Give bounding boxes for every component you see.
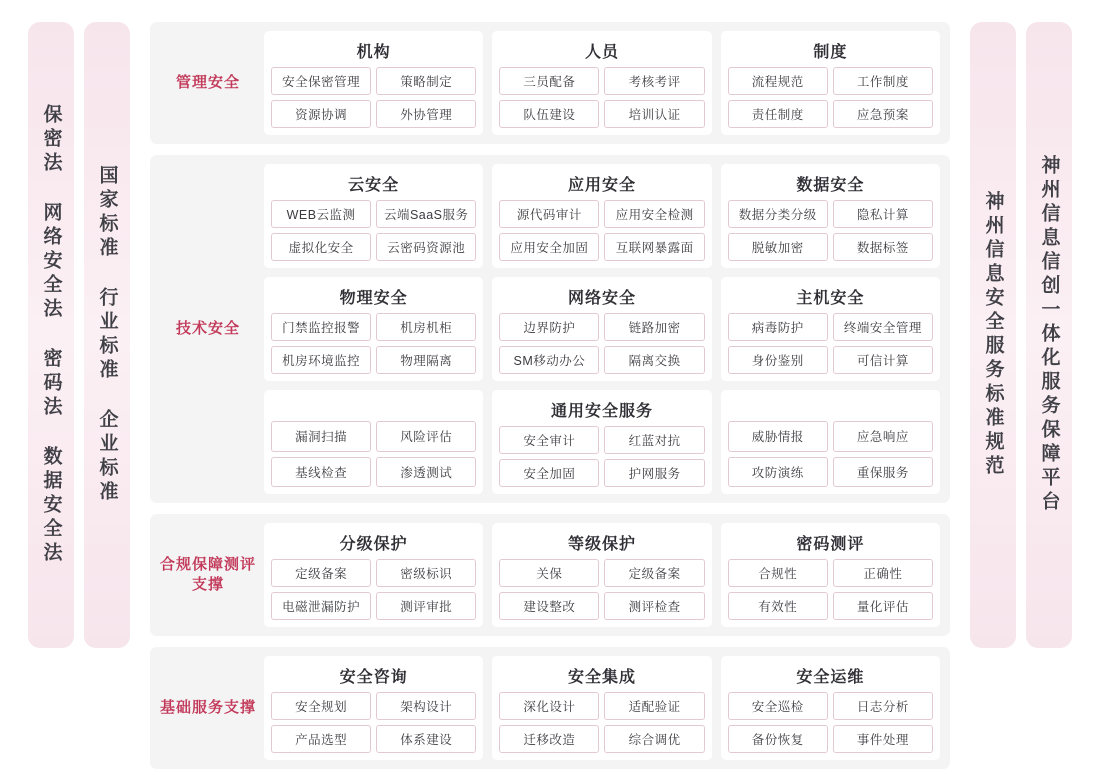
- band-basic-service-support: [150, 647, 950, 769]
- capability-cell[interactable]: 建设整改: [499, 592, 599, 620]
- capability-cell[interactable]: 重保服务: [833, 457, 933, 488]
- band-label: 合规保障测评支撑: [160, 555, 257, 593]
- group-cells: [499, 692, 704, 753]
- group-title: 通用安全服务: [550, 403, 653, 420]
- platform-pillar: 神州信息信创一体化服务保障平台: [1026, 22, 1072, 648]
- capability-cell[interactable]: 密级标识: [376, 559, 476, 587]
- capability-cell[interactable]: 攻防演练: [728, 457, 828, 488]
- band-body: [264, 164, 940, 494]
- group-row: [264, 523, 940, 627]
- capability-cell[interactable]: 应急预案: [833, 100, 933, 128]
- group-row-general-services: [264, 390, 940, 494]
- capability-cell[interactable]: 病毒防护: [728, 313, 828, 341]
- group-network-security: [492, 277, 711, 381]
- group-cells: [271, 313, 476, 374]
- group-cells: [728, 200, 933, 261]
- group-cells: [728, 421, 933, 487]
- group-general-security-services: [492, 390, 711, 494]
- capability-cell[interactable]: 终端安全管理: [833, 313, 933, 341]
- capability-cell[interactable]: 日志分析: [833, 692, 933, 720]
- group-general-services-left: [264, 390, 483, 494]
- capability-cell[interactable]: SM移动办公: [499, 346, 599, 374]
- capability-cell[interactable]: 安全加固: [499, 459, 599, 487]
- group-system: [721, 31, 940, 135]
- group-title: 安全咨询: [339, 669, 408, 686]
- group-security-operations: [721, 656, 940, 760]
- group-cells: [271, 67, 476, 128]
- band-body: [264, 656, 940, 760]
- group-cells: [499, 559, 704, 620]
- capability-cell[interactable]: 适配验证: [604, 692, 704, 720]
- group-personnel: [492, 31, 711, 135]
- group-cells: [271, 692, 476, 753]
- group-cells: [728, 559, 933, 620]
- capability-cell[interactable]: 安全规划: [271, 692, 371, 720]
- capability-cell[interactable]: 深化设计: [499, 692, 599, 720]
- capability-cell[interactable]: 外协管理: [376, 100, 476, 128]
- capability-cell[interactable]: 源代码审计: [499, 200, 599, 228]
- group-organization: [264, 31, 483, 135]
- group-title: 主机安全: [796, 290, 865, 307]
- capability-cell[interactable]: 产品选型: [271, 725, 371, 753]
- capability-cell[interactable]: 电磁泄漏防护: [271, 592, 371, 620]
- capability-cell[interactable]: 虚拟化安全: [271, 233, 371, 261]
- capability-cell[interactable]: 策略制定: [376, 67, 476, 95]
- group-cells: [728, 313, 933, 374]
- capability-cell[interactable]: 量化评估: [833, 592, 933, 620]
- group-cells: [728, 692, 933, 753]
- group-cells: [499, 426, 704, 487]
- capability-cell[interactable]: 测评审批: [376, 592, 476, 620]
- capability-cell[interactable]: 机房环境监控: [271, 346, 371, 374]
- capability-cell[interactable]: 有效性: [728, 592, 828, 620]
- capability-cell[interactable]: 脱敏加密: [728, 233, 828, 261]
- capability-cell[interactable]: 定级备案: [271, 559, 371, 587]
- band-label: 技术安全: [175, 319, 240, 337]
- group-classified-protection: [264, 523, 483, 627]
- group-security-integration: [492, 656, 711, 760]
- capability-cell[interactable]: 资源协调: [271, 100, 371, 128]
- service-standard-pillar: 神州信息安全服务标准规范: [970, 22, 1016, 648]
- capability-cell[interactable]: 互联网暴露面: [604, 233, 704, 261]
- group-crypto-assessment: [721, 523, 940, 627]
- capability-cell[interactable]: 漏洞扫描: [271, 421, 371, 452]
- group-title: 密码测评: [796, 536, 865, 553]
- group-title: 云安全: [348, 177, 400, 194]
- standards-pillar: 国家标准 行业标准 企业标准: [84, 22, 130, 648]
- capability-cell[interactable]: 红蓝对抗: [604, 426, 704, 454]
- capability-cell[interactable]: 数据标签: [833, 233, 933, 261]
- group-data-security: [721, 164, 940, 268]
- capability-cell[interactable]: 正确性: [833, 559, 933, 587]
- capability-cell[interactable]: 应用安全加固: [499, 233, 599, 261]
- band-label: 基础服务支撑: [160, 698, 257, 716]
- group-cells: [271, 559, 476, 620]
- laws-pillar: 保密法 网络安全法 密码法 数据安全法: [28, 22, 74, 648]
- capability-cell[interactable]: 测评检查: [604, 592, 704, 620]
- band-management-security: [150, 22, 950, 144]
- group-title: 人员: [584, 44, 619, 61]
- band-body: [264, 523, 940, 627]
- group-title: 分级保护: [339, 536, 408, 553]
- capability-cell[interactable]: 威胁情报: [728, 421, 828, 452]
- capability-cell[interactable]: 合规性: [728, 559, 828, 587]
- capability-cell[interactable]: 考核考评: [604, 67, 704, 95]
- group-title: 安全运维: [796, 669, 865, 686]
- capability-cell[interactable]: 机房机柜: [376, 313, 476, 341]
- group-security-consulting: [264, 656, 483, 760]
- group-cells: [271, 200, 476, 261]
- capability-cell[interactable]: 工作制度: [833, 67, 933, 95]
- group-application-security: [492, 164, 711, 268]
- capability-cell[interactable]: 边界防护: [499, 313, 599, 341]
- capability-cell[interactable]: 风险评估: [376, 421, 476, 452]
- group-title: 网络安全: [567, 290, 636, 307]
- band-compliance-support: [150, 514, 950, 636]
- group-cloud-security: [264, 164, 483, 268]
- capability-cell[interactable]: 应用安全检测: [604, 200, 704, 228]
- capability-cell[interactable]: 队伍建设: [499, 100, 599, 128]
- group-cells: [499, 200, 704, 261]
- capability-cell[interactable]: 安全巡检: [728, 692, 828, 720]
- band-label: 管理安全: [175, 73, 240, 91]
- group-cells: [728, 67, 933, 128]
- capability-cell[interactable]: 渗透测试: [376, 457, 476, 488]
- group-title: 机构: [356, 44, 391, 61]
- capability-cell[interactable]: 基线检查: [271, 457, 371, 488]
- group-cells: [271, 421, 476, 487]
- group-row: [264, 164, 940, 268]
- capability-cell[interactable]: 安全审计: [499, 426, 599, 454]
- capability-cell[interactable]: 隐私计算: [833, 200, 933, 228]
- capability-cell[interactable]: 责任制度: [728, 100, 828, 128]
- capability-cell[interactable]: 体系建设: [376, 725, 476, 753]
- group-row: [264, 31, 940, 135]
- group-title: 物理安全: [339, 290, 408, 307]
- group-title: 应用安全: [567, 177, 636, 194]
- capability-cell[interactable]: 迁移改造: [499, 725, 599, 753]
- band-technical-security: [150, 155, 950, 503]
- group-title-spacer: [728, 395, 933, 421]
- group-physical-security: [264, 277, 483, 381]
- capability-cell[interactable]: 门禁监控报警: [271, 313, 371, 341]
- capability-cell[interactable]: WEB云监测: [271, 200, 371, 228]
- capability-matrix: [150, 22, 950, 747]
- capability-cell[interactable]: 综合调优: [604, 725, 704, 753]
- capability-cell[interactable]: 护网服务: [604, 459, 704, 487]
- capability-cell[interactable]: 可信计算: [833, 346, 933, 374]
- group-row: [264, 277, 940, 381]
- group-title: 数据安全: [796, 177, 865, 194]
- capability-cell[interactable]: 数据分类分级: [728, 200, 828, 228]
- capability-cell[interactable]: 培训认证: [604, 100, 704, 128]
- group-graded-protection: [492, 523, 711, 627]
- capability-cell[interactable]: 架构设计: [376, 692, 476, 720]
- capability-cell[interactable]: 定级备案: [604, 559, 704, 587]
- capability-cell[interactable]: 云密码资源池: [376, 233, 476, 261]
- capability-cell[interactable]: 安全保密管理: [271, 67, 371, 95]
- group-general-services-right: [721, 390, 940, 494]
- capability-cell[interactable]: 隔离交换: [604, 346, 704, 374]
- group-title: 制度: [813, 44, 848, 61]
- capability-cell[interactable]: 链路加密: [604, 313, 704, 341]
- capability-cell[interactable]: 事件处理: [833, 725, 933, 753]
- capability-cell[interactable]: 身份鉴别: [728, 346, 828, 374]
- capability-cell[interactable]: 物理隔离: [376, 346, 476, 374]
- group-title-spacer: [271, 395, 476, 421]
- group-cells: [499, 313, 704, 374]
- capability-cell[interactable]: 云端SaaS服务: [376, 200, 476, 228]
- band-body: [264, 31, 940, 135]
- group-cells: [499, 67, 704, 128]
- capability-cell[interactable]: 备份恢复: [728, 725, 828, 753]
- group-host-security: [721, 277, 940, 381]
- group-row: [264, 656, 940, 760]
- group-title: 安全集成: [567, 669, 636, 686]
- capability-cell[interactable]: 关保: [499, 559, 599, 587]
- capability-cell[interactable]: 流程规范: [728, 67, 828, 95]
- group-title: 等级保护: [567, 536, 636, 553]
- capability-cell[interactable]: 三员配备: [499, 67, 599, 95]
- capability-cell[interactable]: 应急响应: [833, 421, 933, 452]
